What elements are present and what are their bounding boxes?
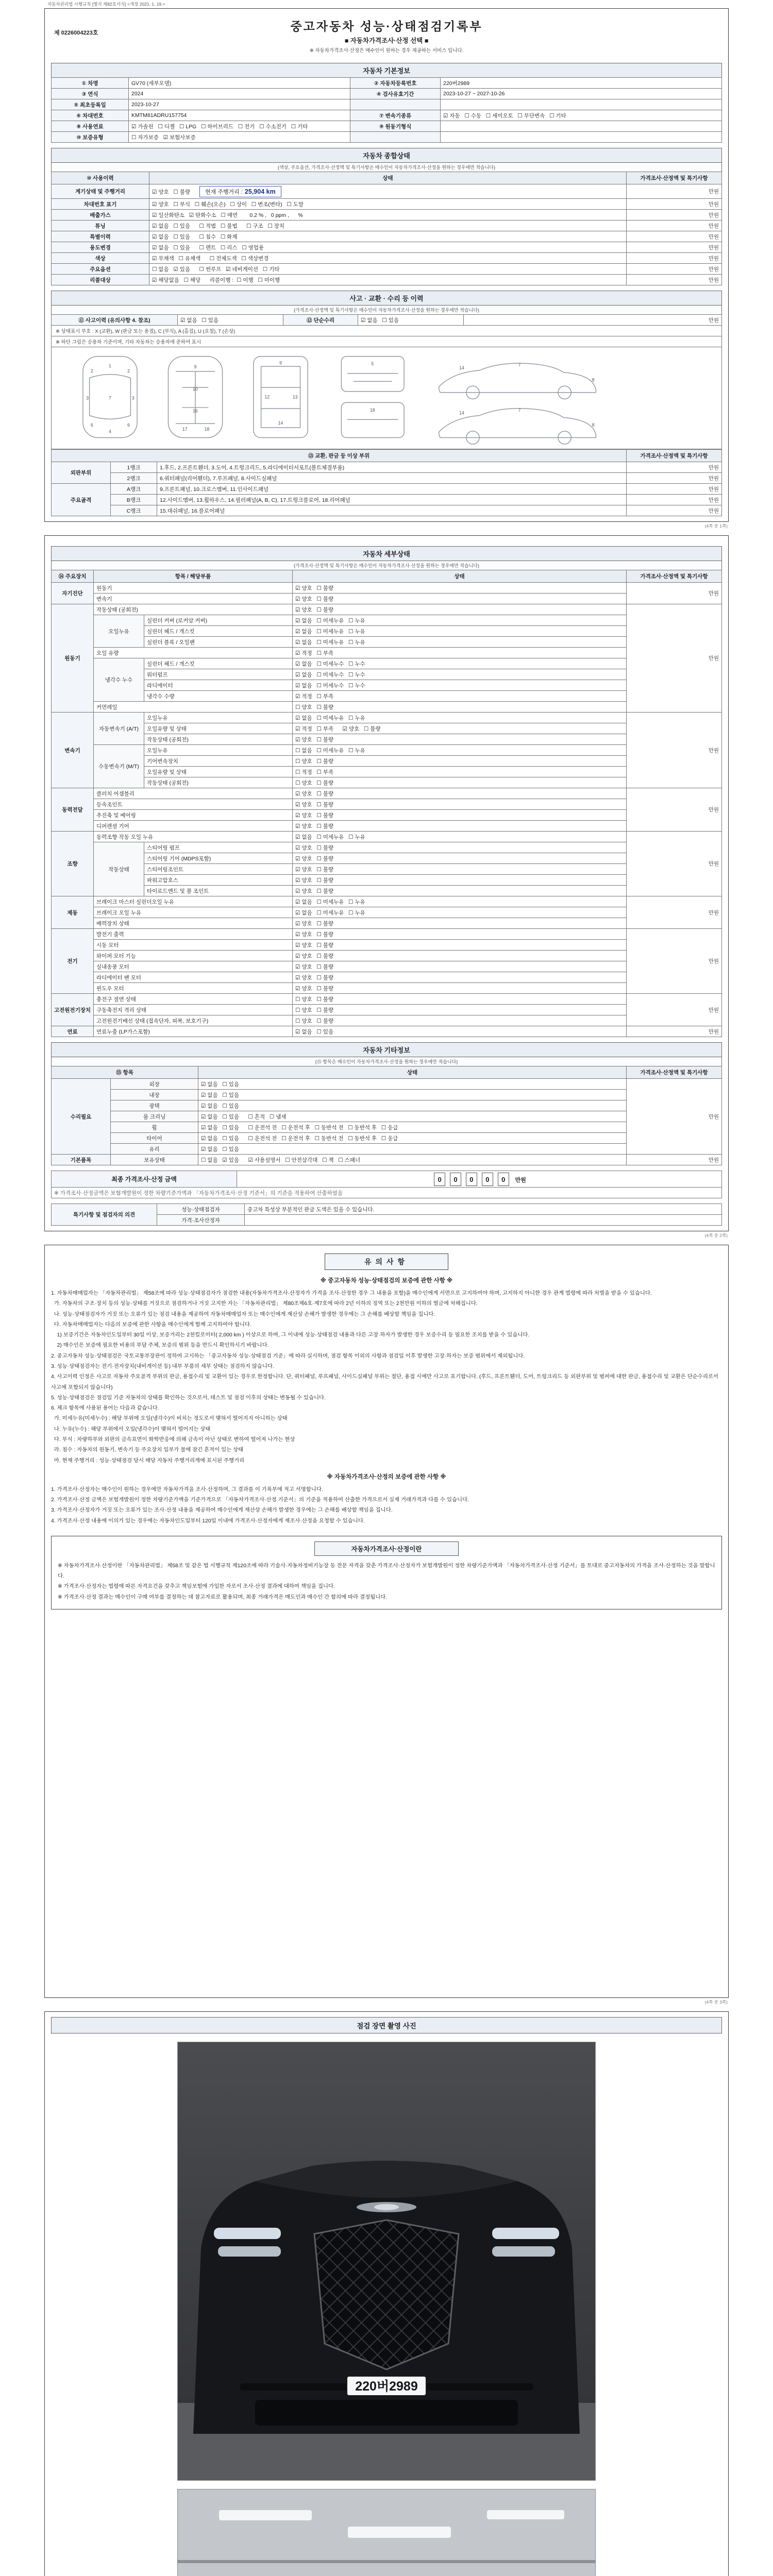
table-row [52, 264, 722, 275]
overall-note: (색상, 주요옵션, 가격조사·산정액 및 특기사항은 매수인이 자동차가격조사·산정을 원하는 경우에만 적습니다) [51, 162, 722, 172]
field-value: 2023-10-27 ~ 2027-10-26 [441, 89, 722, 99]
appraiser-role: 가격·조사산정자 [157, 1215, 245, 1226]
svg-text:3: 3 [131, 395, 135, 401]
table-row [52, 495, 722, 505]
field-label: 용도변경 [52, 242, 149, 253]
col-usage-history: ⑩ 사용이력 [52, 172, 149, 184]
table-row: 기어변속장치 ☐ 양호 ☐ 불량 [52, 756, 722, 767]
notice-line: 마. 현재 주행거리 : 성능·상태점검 당시 해당 자동차 주행거리계에 표시된 주행거리 [51, 1458, 245, 1464]
mileage-state [149, 184, 627, 199]
notice-line: 3. 성능·상태점검자는 전기·전자장치(내비게이션 등) 내부 부품의 세부 상태는 점검하지 않습니다. [51, 1363, 274, 1369]
table-row: 실린더 블록 / 오일팬 ☑ 없음 ☐ 미세누유 ☐ 누유 [52, 637, 722, 648]
appraiser-comment [245, 1215, 722, 1226]
field-label [350, 99, 441, 110]
table-row [52, 242, 722, 253]
page-marker: (4쪽 중 1쪽) [704, 523, 728, 529]
price-digit: 0 [498, 1173, 509, 1186]
form-title: 중고자동차 성능·상태점검기록부 [290, 20, 483, 33]
svg-text:18: 18 [369, 407, 375, 413]
form-subtitle: ■ 자동차가격조사·산정 선택 ■ [344, 37, 429, 44]
table-row [52, 199, 722, 210]
table-row: 라디에이터 팬 모터 ☑ 양호 ☐ 불량 [52, 972, 722, 983]
table-row: 기본품목 보유상태 ☐ 없음 ☑ 있음 ☑ 사용설명서 ☐ 안전삼각대 ☐ 잭 ☐ 스패너 만원 [52, 1155, 722, 1165]
basic-info-table [51, 77, 722, 143]
price-cell: 만원 [627, 473, 722, 484]
table-row: 작동상태 (공회전) ☑ 양호 ☐ 불량 [52, 734, 722, 745]
price-cell: 만원 [627, 275, 722, 285]
section-title-basic: 자동차 기본정보 [51, 63, 722, 77]
table-row: 윈도우 모터 ☑ 양호 ☐ 불량 [52, 983, 722, 994]
field-state: ☐ 없음 ☑ 있음 ☐ 썬루프 ☑ 네비게이션 ☐ 기타 [149, 264, 627, 275]
col-state: 상태 [293, 570, 627, 583]
simple-repair-label: ⑫ 단순수리 [283, 315, 358, 326]
notice-line: 가. 미세누유(미세누수) : 해당 부위에 오일(냉각수)이 비치는 정도로서 맺혀서 떨어지지 아니하는 상태 [51, 1416, 288, 1422]
page-marker: (4쪽 중 2쪽) [704, 1233, 728, 1238]
form-subnote: ※ 자동차가격조사·산정은 매수인이 원하는 경우 제공하는 서비스 입니다. [309, 48, 464, 54]
notice-line: 6. 체크 항목에 사용된 용어는 다음과 같습니다. [51, 1405, 159, 1412]
notice-line: 2. 가격조사·산정 금액은 보험개발원이 정한 차량기준가액을 기준가격으로 「자동차가격조사·산정 기준서」의 기준을 적용하여 산출한 가격으로서 실제 거래가격과 다를 수 있습니다. [51, 1497, 469, 1503]
price-digit: 0 [482, 1173, 493, 1186]
table-row: 오일 유량 ☑ 적정 ☐ 부족 [52, 648, 722, 658]
section-title-detail: 자동차 세부상태 [51, 546, 722, 561]
col-price: 가격조사·산정액 및 특기사항 [627, 570, 722, 583]
table-row [52, 275, 722, 285]
table-row: 등속조인트 ☑ 양호 ☐ 불량 [52, 799, 722, 810]
price-cell: 만원 [464, 315, 722, 326]
notice-line: 1. 가격조사·산정자는 매수인이 원하는 경우에만 자동차가격을 조사·산정하며, 그 결과를 이 기록부에 적고 서명합니다. [51, 1486, 323, 1493]
table-row: 냉각수 누수 실린더 헤드 / 개스킷 ☑ 없음 ☐ 미세누수 ☐ 누수 [52, 658, 722, 669]
col-item: ⑮ 항목 [52, 1066, 198, 1079]
svg-text:10: 10 [193, 386, 198, 392]
price-cell: 만원 [627, 231, 722, 242]
section-title-accident: 사고 · 교환 · 수리 등 이력 [51, 291, 722, 305]
field-state: ☑ 없음 ☐ 있음 ☐ 침수 ☐ 화재 [149, 231, 627, 242]
accident-history-state: ☑ 없음 ☐ 있음 [178, 315, 283, 326]
notice-line: 다. 자동차매매업자는 다음의 보증에 관한 사항을 매수인에게 함께 고지하여야 합니다. [51, 1321, 251, 1328]
svg-text:7: 7 [109, 395, 111, 401]
main-frame-group: 주요골격 [52, 484, 111, 516]
svg-text:8: 8 [592, 422, 595, 428]
notice-line: 4. 사고이력 인정은 사고로 자동차 주요골격 부위의 판금, 용접수리 및 교환이 있는 경우로 한정합니다. 단, 쿼터패널, 루프패널, 사이드실패널 부위는 절단, 용접 시에만 사고로 표기합니다. (후드, 프론트휀더, 도어, 트렁크리드 등 외판부위 및 범퍼에 대한 판금, 용접수리 및 교환은 단순수리로서 사고에 포함되지 않습니다) [51, 1374, 720, 1391]
document-number: 제 0226004223호 [54, 30, 98, 36]
accident-history-label: ⑪ 사고이력 (유의사항 4. 참조) [52, 315, 178, 326]
svg-text:5: 5 [371, 361, 374, 367]
section-title-etc: 자동차 기타정보 [51, 1042, 722, 1057]
table-row: 작동상태 스티어링 펌프 ☑ 양호 ☐ 불량 [52, 842, 722, 853]
notice-line: 2) 매수인은 보증에 필요한 비용의 부담 주체, 보증의 범위 등을 반드시 확인하시기 바랍니다. [51, 1343, 269, 1349]
etc-note: (⑮ 항목은 매수인이 자동차가격조사·산정을 원하는 경우에만 적습니다) [51, 1057, 722, 1066]
price-cell: 만원 [627, 462, 722, 473]
table-row: 고전원전기장치 충전구 절연 상태 ☐ 양호 ☐ 불량 만원 [52, 994, 722, 1005]
field-state: ☑ 없음 ☐ 있음 ☐ 렌트 ☐ 리스 ☐ 영업용 [149, 242, 627, 253]
crest-grille [314, 2220, 459, 2369]
table-row: 원동기 작동상태 (공회전) ☑ 양호 ☐ 불량 만원 [52, 604, 722, 615]
table-row [52, 462, 722, 473]
table-row [52, 231, 722, 242]
table-row: 워터펌프 ☑ 없음 ☐ 미세누수 ☐ 누수 [52, 669, 722, 680]
price-cell: 만원 [627, 264, 722, 275]
notice-line: 나. 누유(누수) : 해당 부위에서 오일(냉각수)이 맺혀서 떨어지는 상태 [51, 1426, 211, 1432]
basic-info-row [52, 78, 722, 89]
col-price: 가격조사·산정액 및 특기사항 [627, 1066, 722, 1079]
field-label: ⑥ 차대번호 [52, 110, 129, 121]
document [44, 8, 729, 2576]
svg-text:13: 13 [292, 394, 298, 400]
table-row: 냉각수 수량 ☑ 적정 ☐ 부족 [52, 691, 722, 702]
notice-line: 라. 침수 : 자동차의 원동기, 변속기 등 주요장치 일부가 물에 잠긴 흔적이 있는 상태 [51, 1447, 244, 1453]
field-label: 리콜대상 [52, 275, 149, 285]
field-value: ☐ 자가보증 ☑ 보험사보증 [129, 132, 350, 143]
col-price: 가격조사·산정액 및 특기사항 [627, 172, 722, 184]
price-cell: 만원 [627, 242, 722, 253]
table-row: 실내송풍 모터 ☑ 양호 ☐ 불량 [52, 961, 722, 972]
svg-text:18: 18 [204, 426, 210, 432]
diagram-note: ※ 하단 그림은 승용차 기준이며, 기타 자동차는 승용차에 준하여 표시 [51, 336, 722, 347]
state-symbol-legend: ※ 상태표시 부호 : X (교환), W (판금 또는 용접), C (부식), A (흠집), U (요철), T (손상) [51, 326, 722, 336]
table-row: 시동 모터 ☑ 양호 ☐ 불량 [52, 940, 722, 951]
opinion-label: 특기사항 및 점검자의 의견 [52, 1204, 157, 1226]
field-state: ☑ 일산화탄소 ☑ 탄화수소 ☐ 매연 0.2 % , 0 ppm , % [149, 210, 627, 221]
field-label: ⑩ 보증유형 [52, 132, 129, 143]
basic-info-row [52, 99, 722, 110]
rank-parts: 15.대쉬패널, 16.플로어패널 [157, 505, 627, 516]
price-unit: 만원 [515, 1177, 526, 1183]
notice-line: ※ 가격조사·산정 결과는 매수인이 구매 여부를 결정하는 데 참고자료로 활용되며, 최종 거래가격은 매도인과 매수인 간 합의에 따라 결정됩니다. [58, 1594, 388, 1600]
notice-line: 4. 가격조사·산정 내용에 이의가 있는 경우에는 자동차인도일부터 120일 이내에 가격조사·산정자에게 재조사·산정을 요청할 수 있습니다. [51, 1518, 365, 1524]
mileage-label: 현재 주행거리 : [205, 189, 243, 195]
detail-note: (가격조사·산정액 및 특기사항은 매수인이 자동차가격조사·산정을 원하는 경우에만 적습니다) [51, 561, 722, 570]
table-row: 변속기 ☑ 양호 ☐ 불량 [52, 594, 722, 604]
svg-text:14: 14 [459, 365, 464, 370]
table-row: 유리 ☑ 없음 ☐ 있음 [52, 1144, 722, 1155]
field-label: ⑦ 변속기종류 [350, 110, 441, 121]
col-item: 항목 / 해당부품 [94, 570, 293, 583]
price-appraisal-info-title: 자동차가격조사·산정이란 [314, 1541, 459, 1556]
notices-block1-title: ※ 중고자동차 성능·상태점검의 보증에 관한 사항 ※ [320, 1278, 453, 1284]
col-price: 가격조사·산정액 및 특기사항 [627, 450, 722, 462]
table-header-row [52, 172, 722, 184]
rank-label: B랭크 [111, 495, 157, 505]
svg-text:9: 9 [279, 360, 282, 366]
table-header-row [52, 450, 722, 462]
svg-text:2: 2 [127, 368, 130, 374]
field-label: 색상 [52, 253, 149, 264]
rank-parts: 6.쿼터패널(리어휀더), 7.루프패널, 8.사이드실패널 [157, 473, 627, 484]
car-diagram-box [51, 347, 722, 449]
price-cell: 만원 [627, 199, 722, 210]
table-row [52, 210, 722, 221]
inspector-role: 성능·상태점검자 [157, 1204, 245, 1215]
field-value: GV70 (세부모델) [129, 78, 350, 89]
notice-line: 1. 자동차매매업자는 「자동차관리법」 제58조에 따라 성능·상태점검자가 점검한 내용(자동차가격조사·산정자가 가격을 조사·산정한 경우 그 내용을 포함)을 매수인에게 서면으로 고지하여야 하며, 고지하지 아니한 경우 관계 법령에 따라 처벌을 받을 수 있습니다. [51, 1291, 652, 1296]
notice-line: 3. 가격조사·산정자가 거짓 또는 오류가 있는 조사·산정 내용을 제공하여 매수인에게 재산상 손해가 발생한 경우에는 그 손해를 배상할 책임을 집니다. [51, 1507, 393, 1514]
price-cell: 만원 [627, 505, 722, 516]
table-row: 커먼레일 ☐ 양호 ☐ 불량 [52, 702, 722, 713]
final-price-label: 최종 가격조사·산정 금액 [52, 1171, 237, 1188]
table-row: 와이퍼 모터 기능 ☑ 양호 ☐ 불량 [52, 951, 722, 961]
page-3 [44, 1245, 729, 1998]
exchange-rank-table [51, 449, 722, 516]
photo-rear-underside [178, 2489, 595, 2576]
table-row: 오일유량 및 상태 ☐ 적정 ☐ 부족 [52, 767, 722, 777]
field-label: 배출가스 [52, 210, 149, 221]
current-mileage [199, 186, 281, 197]
price-cell: 만원 [627, 484, 722, 495]
form-reference: 자동차관리법 시행규칙 [별지 제82호서식] <개정 2021. 1. 19.> [47, 2, 165, 7]
table-row [52, 253, 722, 264]
final-price-row [52, 1171, 722, 1188]
field-value: 2024 [129, 89, 350, 99]
diagram-part-numbers [86, 360, 594, 434]
table-row: 타이어 ☑ 없음 ☐ 있음 ☐ 운전석 전 ☐ 운전석 후 ☐ 동반석 전 ☐ 동반석 후 ☐ 응급 [52, 1133, 722, 1144]
accident-row [52, 315, 722, 326]
field-state: ☑ 무채색 ☐ 유채색 ☐ 전체도색 ☐ 색상변경 [149, 253, 627, 264]
table-row [52, 484, 722, 495]
rank-label: A랭크 [111, 484, 157, 495]
svg-text:7: 7 [518, 362, 521, 368]
col-state: 상태 [149, 172, 627, 184]
table-row: 내장 ☑ 없음 ☐ 있음 [52, 1090, 722, 1100]
table-row: 타이로드엔드 및 볼 조인트 ☑ 양호 ☐ 불량 [52, 886, 722, 896]
basic-info-row [52, 110, 722, 121]
svg-text:14: 14 [278, 420, 283, 426]
title-block [51, 14, 722, 58]
inspection-photo-rear [177, 2489, 596, 2576]
license-plate-text: 220버2989 [355, 2379, 418, 2394]
table-row: 광택 ☑ 없음 ☐ 있음 [52, 1100, 722, 1111]
field-value [441, 132, 722, 143]
table-row: 동력전달 클러치 어셈블리 ☑ 양호 ☐ 불량 만원 [52, 788, 722, 799]
table-row: 스티어링조인트 ☑ 양호 ☐ 불량 [52, 864, 722, 875]
rank-label: 2랭크 [111, 473, 157, 484]
inspector-opinion-table [51, 1204, 722, 1226]
rank-parts: 9.프론트패널, 10.크로스멤버, 11.인사이드패널 [157, 484, 627, 495]
table-row [52, 505, 722, 516]
rank-label: C랭크 [111, 505, 157, 516]
car-inspection-diagram [54, 350, 719, 446]
inspector-comment: 중고차 특성상 부분적인 판금 도색은 있을 수 있습니다. [245, 1204, 722, 1215]
page-4 [44, 2011, 729, 2576]
basic-info-row [52, 121, 722, 132]
price-cell: 만원 [627, 495, 722, 505]
svg-text:9: 9 [194, 364, 197, 370]
price-cell: 만원 [627, 253, 722, 264]
field-label: ⑨ 원동기형식 [350, 121, 441, 132]
final-price-digits [237, 1171, 722, 1188]
svg-text:3: 3 [86, 395, 89, 401]
exchange-parts-header: ⑬ 교환, 판금 등 이상 부위 [52, 450, 627, 462]
table-row: 연료 연료누출 (LP가스포함) ☑ 없음 ☐ 있음 만원 [52, 1026, 722, 1037]
table-row: 전기 발전기 출력 ☑ 양호 ☐ 불량 만원 [52, 929, 722, 940]
field-label: 계기상태 및 주행거리 [52, 184, 149, 199]
svg-text:12: 12 [264, 394, 270, 400]
table-row [52, 221, 722, 231]
notice-line: 나. 성능·상태점검자가 거짓 또는 오류가 있는 점검 내용을 제공하여 자동차매매업자 또는 매수인에게 재산상 손해가 발생한 경우에는 그 손해를 배상할 책임을 집니다. [51, 1311, 435, 1317]
rank-label: 1랭크 [111, 462, 157, 473]
opinion-row [52, 1204, 722, 1215]
svg-text:2: 2 [91, 368, 93, 374]
detail-state-table [51, 570, 722, 1037]
basic-info-row [52, 89, 722, 99]
field-value: ☑ 가솔린 ☐ 디젤 ☐ LPG ☐ 하이브리드 ☐ 전기 ☐ 수소전기 ☐ 기타 [129, 121, 350, 132]
rank-parts: 12.사이드멤버, 13.휠하우스, 14.필러패널(A, B, C), 17.트렁크플로어, 18.리어패널 [157, 495, 627, 505]
price-digit: 0 [466, 1173, 477, 1186]
notice-line: 5. 성능·상태점검은 점검일 기준 자동차의 상태를 확인하는 것으로서, 테스트 및 점검 이후의 상태는 변동될 수 있습니다. [51, 1395, 326, 1401]
svg-text:7: 7 [518, 407, 521, 413]
svg-text:6: 6 [91, 422, 93, 428]
field-label: ④ 검사유효기간 [350, 89, 441, 99]
field-label: 주요옵션 [52, 264, 149, 275]
field-label: 차대번호 표기 [52, 199, 149, 210]
notice-line: ※ 가격조사·산정자는 법령에 따른 자격요건을 갖추고 책임보험에 가입한 자로서 조사·산정 결과에 대하여 책임을 집니다. [58, 1584, 335, 1590]
field-value: KMTM81ADRU157754 [129, 110, 350, 121]
inspection-photo-front [177, 2042, 596, 2481]
table-row: 변속기 자동변속기 (A/T) 오일누유 ☑ 없음 ☐ 미세누유 ☐ 누유 만원 [52, 713, 722, 723]
table-row: 오일유량 및 상태 ☑ 적정 ☐ 부족 ☑ 양호 ☐ 불량 [52, 723, 722, 734]
notice-line: 1) 보증기간은 자동차인도일부터 30일 이상, 보증거리는 2천킬로미터( 2,000 km ) 이상으로 하며, 그 이내에 성능·상태점검 내용과 다른 고장·하자가 발생한 경우 보증수리 등 필요한 조치를 받을 수 있습니다. [51, 1332, 530, 1338]
table-row: 작동상태 (공회전) ☐ 양호 ☐ 불량 [52, 777, 722, 788]
col-major-device: ⑭ 주요장치 [52, 570, 94, 583]
field-value: 220버2989 [441, 78, 722, 89]
table-row: 배력장치 상태 ☑ 양호 ☐ 불량 [52, 918, 722, 929]
field-label: 특별이력 [52, 231, 149, 242]
price-digit: 0 [450, 1173, 461, 1186]
page-1 [44, 8, 729, 522]
price-cell: 만원 [627, 221, 722, 231]
svg-text:14: 14 [459, 410, 464, 416]
notice-line: 가. 자동차의 구조·장치 등의 성능·상태를 거짓으로 점검하거나 거짓 고지한 자는 「자동차관리법」 제80조제6호·제7호에 따라 2년 이하의 징역 또는 2천만원 이하의 벌금에 처해집니다. [51, 1301, 478, 1307]
notice-line: 2. 중고자동차 성능·상태점검은 국토교통부장관이 정하여 고시하는 「중고자동차 성능·상태점검 기준」에 따라 실시하며, 점검 항목 이외의 사항과 점검일 이후 발생한 고장·하자는 보증 범위에서 제외됩니다. [51, 1353, 525, 1359]
price-cell: 만원 [627, 210, 722, 221]
table-row: 스티어링 기어 (MDPS포함) ☑ 양호 ☐ 불량 [52, 853, 722, 864]
table-header-row [52, 570, 722, 583]
outer-panel-group: 외판부위 [52, 462, 111, 484]
table-row: 파워고압호스 ☑ 양호 ☐ 불량 [52, 875, 722, 886]
field-value [441, 121, 722, 132]
table-row: 고전원전기배선 상태 (접속단자, 피복, 보호기구) ☐ 양호 ☐ 불량 [52, 1015, 722, 1026]
svg-text:1: 1 [109, 363, 111, 369]
notices-block2-title: ※ 자동차가격조사·산정의 보증에 관한 사항 ※ [327, 1473, 446, 1480]
mileage-value: 25,904 km [244, 188, 276, 195]
field-label: ③ 연식 [52, 89, 129, 99]
table-row: 실린더 헤드 / 개스킷 ☑ 없음 ☐ 미세누유 ☐ 누유 [52, 626, 722, 637]
svg-text:8: 8 [592, 377, 595, 383]
field-label [350, 132, 441, 143]
table-header-row [52, 1066, 722, 1079]
mileage-row [52, 184, 722, 199]
col-state: 상태 [198, 1066, 627, 1079]
svg-text:6: 6 [127, 422, 130, 428]
section-title-overall: 자동차 종합상태 [51, 148, 722, 162]
svg-text:17: 17 [182, 426, 188, 432]
table-row: 제동 브레이크 마스터 실린더오일 누유 ☑ 없음 ☐ 미세누유 ☐ 누유 만원 [52, 896, 722, 907]
mileage-check: ☑ 양호 ☐ 불량 [152, 189, 190, 195]
field-state: ☑ 해당없음 ☐ 해당 리콜이행 : ☐ 이행 ☐ 미이행 [149, 275, 627, 285]
field-label: 튜닝 [52, 221, 149, 231]
table-row: 자기진단 원동기 ☑ 양호 ☐ 불량 만원 [52, 583, 722, 594]
field-label: ⑧ 사용연료 [52, 121, 129, 132]
etc-info-table [51, 1066, 722, 1165]
final-price-table [51, 1171, 722, 1198]
notices-title: 유의사항 [325, 1253, 448, 1270]
field-value [441, 99, 722, 110]
svg-text:16: 16 [193, 408, 198, 414]
table-row: 라디에이터 ☑ 없음 ☐ 미세누수 ☐ 누수 [52, 680, 722, 691]
basic-info-row [52, 132, 722, 143]
price-appraisal-info-box [51, 1536, 722, 1609]
final-price-note: ※ 가격조사·산정금액은 보험개발원이 정한 차량기준가액과 「자동차가격조사·산정 기준서」의 기준을 적용하여 산출하였음 [52, 1188, 722, 1198]
table-row: 수리필요 외장 ☑ 없음 ☐ 있음 만원 [52, 1079, 722, 1090]
table-row: 수동변속기 (M/T) 오일누유 ☐ 없음 ☐ 미세누유 ☐ 누유 [52, 745, 722, 756]
table-row: 브레이크 오일 누유 ☑ 없음 ☐ 미세누유 ☐ 누유 [52, 907, 722, 918]
table-row: 추진축 및 베어링 ☑ 양호 ☐ 불량 [52, 810, 722, 821]
field-state: ☑ 양호 ☐ 부식 ☐ 훼손(오손) ☐ 상이 ☐ 변조(변타) ☐ 도말 [149, 199, 627, 210]
page-marker: (4쪽 중 3쪽) [704, 1999, 728, 2005]
page-2 [44, 535, 729, 1231]
field-state: ☑ 없음 ☐ 있음 ☐ 적법 ☐ 불법 ☐ 구조 ☐ 장치 [149, 221, 627, 231]
table-row: 조향 동력조향 작동 오일 누유 ☑ 없음 ☐ 미세누유 ☐ 누유 만원 [52, 832, 722, 842]
field-label: ① 차명 [52, 78, 129, 89]
accident-note: (가격조사·산정액 및 특기사항은 매수인이 자동차가격조사·산정을 원하는 경우에만 적습니다) [51, 305, 722, 314]
table-row: 룸 크리닝 ☑ 없음 ☐ 있음 ☐ 흔적 ☐ 냄새 [52, 1111, 722, 1122]
photos-section-title: 점검 장면 촬영 사진 [51, 2017, 722, 2033]
notice-line: ※ 자동차가격조사·산정이란 「자동차관리법」 제58조 및 같은 법 시행규칙 제120조에 따라 기술사·자동차정비기능장 등 전문 자격을 갖춘 가격조사·산정자가 보험개발원이 정한 차량기준가액과 「자동차가격조사·산정 기준서」를 토대로 중고자동차의 가격을 조사·산정하는 것을 말합니다. [58, 1563, 715, 1580]
photo-front-grille [178, 2042, 595, 2480]
table-row: 휠 ☑ 없음 ☐ 있음 ☐ 운전석 전 ☐ 운전석 후 ☐ 동반석 전 ☐ 동반석 후 ☐ 응급 [52, 1122, 722, 1133]
accident-history-table [51, 314, 722, 326]
table-row: 구동축전지 격리 상태 ☐ 양호 ☐ 불량 [52, 1005, 722, 1015]
price-digit: 0 [434, 1173, 445, 1186]
simple-repair-state: ☑ 없음 ☐ 있음 [358, 315, 464, 326]
field-value: ☑ 자동 ☐ 수동 ☐ 세미오토 ☐ 무단변속 ☐ 기타 [441, 110, 722, 121]
rank-parts: 1.후드, 2.프론트휀더, 3.도어, 4.트렁크리드, 5.라디에이터서포트(볼트체결부품) [157, 462, 627, 473]
notice-line: 다. 부식 : 차량하부와 외판의 금속표면이 화학반응에 의해 금속이 아닌 상태로 변하여 떨어져 나가는 현상 [51, 1436, 295, 1443]
price-cell: 만원 [627, 184, 722, 199]
field-value: 2023-10-27 [129, 99, 350, 110]
table-row: 오일누유 실린더 커버 (로커암 커버) ☑ 없음 ☐ 미세누유 ☐ 누유 [52, 615, 722, 626]
field-label: ⑤ 최초등록일 [52, 99, 129, 110]
table-row [52, 473, 722, 484]
overall-state-table [51, 172, 722, 285]
table-row: 디퍼렌셜 기어 ☑ 양호 ☐ 불량 [52, 821, 722, 832]
field-label: ② 자동차등록번호 [350, 78, 441, 89]
final-price-note-row [52, 1188, 722, 1198]
svg-text:4: 4 [109, 429, 111, 434]
